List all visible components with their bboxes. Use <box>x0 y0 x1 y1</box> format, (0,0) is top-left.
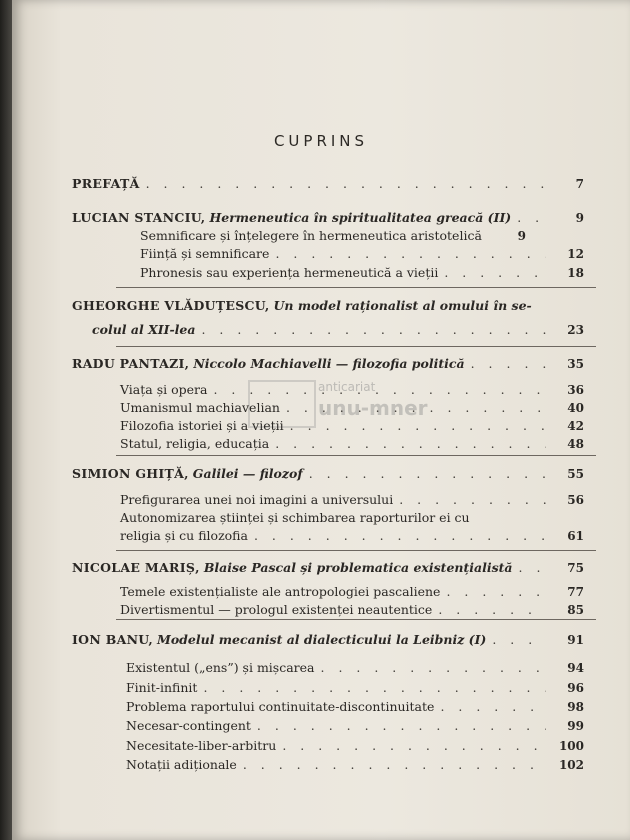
toc-page-number: 61 <box>567 529 584 543</box>
toc-subentry <box>126 699 584 714</box>
toc-leader-dots <box>399 492 546 507</box>
toc-author: NICOLAE MARIȘ, <box>72 560 200 575</box>
toc-page-number: 9 <box>517 229 526 243</box>
toc-page-number: 55 <box>567 467 584 481</box>
toc-page-number: 9 <box>575 211 584 225</box>
toc-subentry <box>126 718 584 733</box>
toc-leader-dots <box>309 466 546 481</box>
toc-leader-dots <box>257 718 546 733</box>
toc-subentry <box>126 738 584 753</box>
toc-page-number: 98 <box>567 700 584 714</box>
toc-subentry-title: Umanismul machiavelian <box>120 400 280 415</box>
toc-subentry-title: Ființă și semnificare <box>140 246 270 261</box>
toc-subentry <box>126 680 584 695</box>
toc-subentry-title: Temele existențialiste ale antropologiei pascaliene <box>120 584 441 599</box>
toc-subentry-title: Divertismentul — prologul existenței neautentice <box>120 602 433 617</box>
toc-author: LUCIAN STANCIU, <box>72 210 206 225</box>
section-divider <box>116 346 596 347</box>
toc-page-number: 56 <box>567 493 584 507</box>
toc-page-number: 40 <box>567 401 584 415</box>
toc-page-number: 18 <box>567 266 584 280</box>
toc-work-title: Galilei — filozof <box>192 466 303 481</box>
toc-subentry-title: Statul, religia, educația <box>120 436 270 451</box>
toc-work-title: Blaise Pascal și problematica existențialistă <box>203 560 513 575</box>
toc-leader-dots <box>254 528 546 543</box>
toc-subentry <box>120 528 584 543</box>
toc-work-title: colul al XII-lea <box>92 322 196 337</box>
toc-leader-dots <box>290 418 546 433</box>
toc-page-number: 94 <box>567 661 584 675</box>
toc-subentry-title: Semnificare și înțelegere în hermeneutica aristotelică <box>140 228 482 243</box>
toc-leader-dots <box>282 738 546 753</box>
toc-page-number: 102 <box>558 758 584 772</box>
section-divider <box>116 619 596 620</box>
toc-leader-dots <box>444 265 546 280</box>
toc-entry-vladutescu-cont <box>92 322 584 337</box>
toc-leader-dots <box>471 356 546 371</box>
toc-subentry <box>120 602 584 617</box>
toc-subentry <box>120 400 584 415</box>
toc-work-title: Hermeneutica în spiritualitatea greacă (II) <box>209 210 512 225</box>
toc-subentry <box>126 660 584 675</box>
toc-entry-banu <box>72 632 584 647</box>
toc-subentry-title: Notații adiționale <box>126 757 237 772</box>
toc-entry-vladutescu <box>72 298 584 313</box>
toc-page-number: 35 <box>567 357 584 371</box>
toc-subentry-title: Viața și opera <box>120 382 208 397</box>
toc-leader-dots <box>213 382 546 397</box>
toc-page-number: 7 <box>575 177 584 191</box>
toc-subentry-title: religia și cu filozofia <box>120 528 248 543</box>
toc-subentry <box>120 436 584 451</box>
toc-entry-maris <box>72 560 584 575</box>
section-divider <box>116 550 596 551</box>
toc-leader-dots <box>275 246 546 261</box>
toc-page-number: 96 <box>567 681 584 695</box>
toc-page-number: 75 <box>567 561 584 575</box>
toc-subentry-title: Prefigurarea unei noi imagini a universului <box>120 492 394 507</box>
toc-page-number: 48 <box>567 437 584 451</box>
toc-page-number: 100 <box>558 739 584 753</box>
toc-subentry <box>140 228 584 243</box>
toc-leader-dots <box>146 176 546 191</box>
toc-page-number: 85 <box>567 603 584 617</box>
toc-leader-dots <box>519 560 546 575</box>
book-page <box>12 0 630 840</box>
toc-work-title: Niccolo Machiavelli — filozofia politică <box>193 356 465 371</box>
toc-entry-pantazi <box>72 356 584 371</box>
book-spine-shadow <box>0 0 12 840</box>
section-divider <box>116 287 596 288</box>
toc-author: GHEORGHE VLĂDUȚESCU, <box>72 298 270 313</box>
toc-leader-dots <box>275 436 546 451</box>
toc-author: ION BANU, <box>72 632 154 647</box>
toc-author: SIMION GHIȚĂ, <box>72 466 189 481</box>
toc-subentry-title: Phronesis sau experiența hermeneutică a vieții <box>140 265 439 280</box>
toc-leader-dots <box>286 400 546 415</box>
toc-work-title: Modelul mecanist al dialecticului la Leibniz (I) <box>157 632 487 647</box>
toc-entry-prefata <box>72 176 584 191</box>
toc-leader-dots <box>440 699 546 714</box>
toc-subentry <box>140 265 584 280</box>
toc-page-number: 42 <box>567 419 584 433</box>
toc-subentry <box>120 382 584 397</box>
toc-leader-dots <box>201 322 546 337</box>
page-title: CUPRINS <box>273 132 369 150</box>
toc-subentry <box>120 510 584 525</box>
toc-entry-stanciu <box>72 210 584 225</box>
toc-subentry <box>126 757 584 772</box>
toc-subentry <box>120 584 584 599</box>
toc-subentry-title: Existentul („ens”) și mișcarea <box>126 660 315 675</box>
toc-leader-dots <box>517 210 546 225</box>
toc-subentry-title: Necesitate-liber-arbitru <box>126 738 277 753</box>
toc-page-number: 23 <box>567 323 584 337</box>
toc-page-number: 12 <box>567 247 584 261</box>
toc-work-title: Un model raționalist al omului în se- <box>273 298 532 313</box>
toc-leader-dots <box>446 584 546 599</box>
toc-subentry <box>120 492 584 507</box>
toc-entry-ghita <box>72 466 584 481</box>
toc-page-number: 77 <box>567 585 584 599</box>
toc-leader-dots <box>243 757 546 772</box>
toc-leader-dots <box>203 680 546 695</box>
section-divider <box>116 455 596 456</box>
toc-page-number: 99 <box>567 719 584 733</box>
toc-subentry <box>140 246 584 261</box>
toc-leader-dots <box>321 660 547 675</box>
watermark-text-2: unu-mner <box>318 396 428 420</box>
toc-subentry-title: Filozofia istoriei și a vieții <box>120 418 284 433</box>
toc-subentry <box>120 418 584 433</box>
toc-author: PREFAȚĂ <box>72 176 140 191</box>
toc-subentry-title: Problema raportului continuitate-discontinuitate <box>126 699 435 714</box>
toc-subentry-title: Finit-infinit <box>126 680 198 695</box>
toc-subentry-title: Necesar-contingent <box>126 718 251 733</box>
watermark-text-1: anticariat <box>318 380 376 394</box>
toc-page-number: 36 <box>567 383 584 397</box>
toc-subentry-title: Autonomizarea științei și schimbarea raporturilor ei cu <box>120 510 470 525</box>
toc-author: RADU PANTAZI, <box>72 356 190 371</box>
toc-leader-dots <box>492 632 546 647</box>
toc-leader-dots <box>438 602 546 617</box>
toc-page-number: 91 <box>567 633 584 647</box>
